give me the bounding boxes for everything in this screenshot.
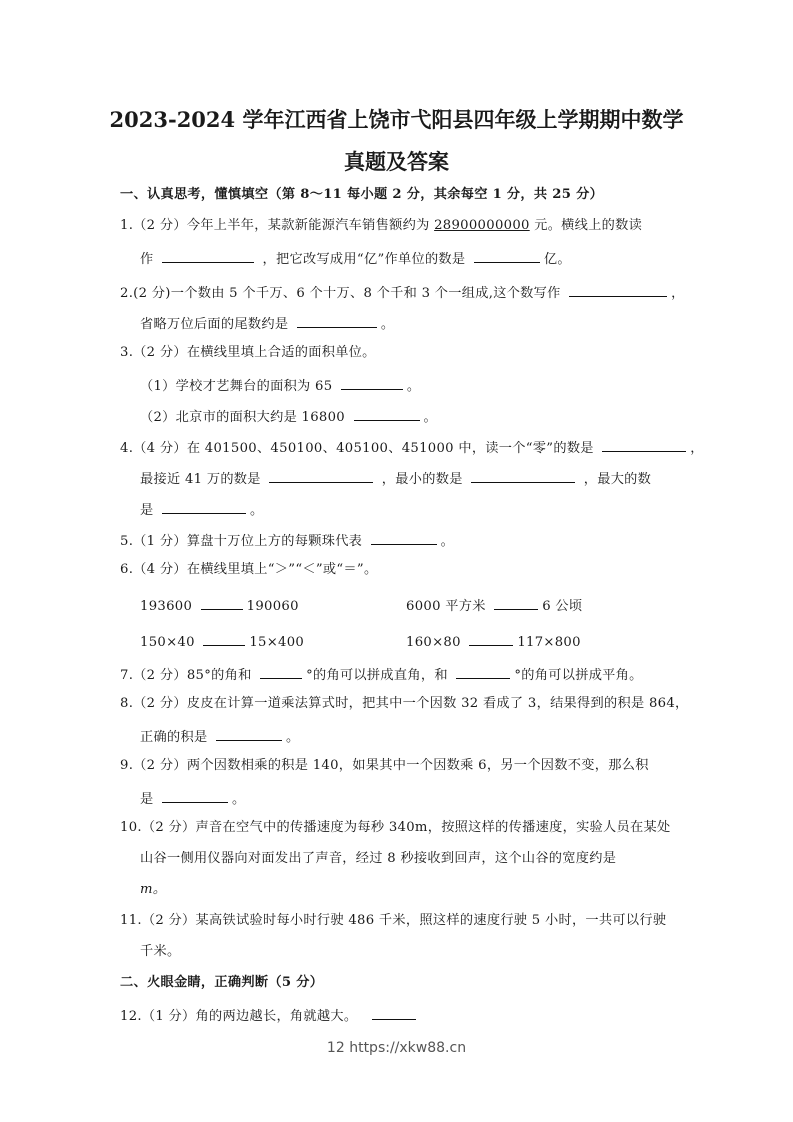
punct: 。: [250, 503, 264, 518]
question-3-line1: 3.（2 分）在横线里填上合适的面积单位。: [120, 345, 376, 360]
page-number: 12: [326, 1040, 345, 1056]
question-11-line1: 11.（2 分）某高铁试验时每小时行驶 486 千米，照这样的速度行驶 5 小时，一共可以行驶: [120, 913, 667, 928]
answer-blank[interactable]: [371, 530, 437, 545]
punct: 。: [380, 317, 395, 332]
compare-right: 117×800: [517, 635, 581, 650]
question-7-text-c: °的角可以拼成平角。: [514, 668, 643, 683]
section-heading-2: 二、火眼金睛，正确判断（5 分）: [120, 975, 324, 990]
punct: 。: [406, 379, 421, 394]
question-4-text-d: 是: [140, 503, 154, 518]
answer-blank[interactable]: [341, 375, 403, 390]
question-1-line2: [140, 248, 571, 269]
question-1-line1: [120, 217, 642, 235]
answer-blank[interactable]: [297, 313, 377, 328]
compare-blank[interactable]: [494, 595, 538, 610]
question-1-text: 1.（2 分）今年上半年，某款新能源汽车销售额约为: [120, 218, 430, 233]
answer-blank[interactable]: [354, 406, 420, 421]
question-9-line1: 9.（2 分）两个因数相乘的积是 140，如果其中一个因数乘 6，另一个因数不变，那么积: [120, 758, 649, 773]
answer-blank[interactable]: [456, 664, 510, 679]
question-2-text-b: 省略万位后面的尾数约是: [140, 317, 289, 332]
punct: 。: [440, 534, 455, 549]
punct: 。: [285, 730, 300, 745]
document-title-line1: 2023-2024 学年江西省上饶市弋阳县四年级上学期期中数学: [109, 107, 684, 132]
question-1-text-a: 作: [140, 252, 154, 267]
question-3-sub2-text: （2）北京市的面积大约是 16800: [140, 410, 345, 425]
question-6-row1-col2: [406, 595, 582, 616]
question-4-text-b: ，最小的数是: [381, 472, 463, 487]
punct: 。: [232, 792, 246, 807]
question-12-text: 12.（1 分）角的两边越长，角就越大。: [120, 1009, 358, 1024]
question-12: [120, 1005, 420, 1026]
question-8-line2: [140, 726, 299, 747]
question-3-sub2: [140, 406, 437, 427]
question-5-text: 5.（1 分）算盘十万位上方的每颗珠代表: [120, 534, 363, 549]
answer-blank[interactable]: [216, 726, 282, 741]
question-3-sub1: [140, 375, 420, 396]
question-3-sub1-text: （1）学校才艺舞台的面积为 65: [140, 379, 333, 394]
question-1-text-b: ，把它改写成用“亿”作单位的数是: [262, 252, 466, 267]
compare-left: 150×40: [140, 635, 195, 650]
answer-blank[interactable]: [269, 468, 373, 483]
punct: 。: [423, 410, 437, 425]
question-6-row2-col2: [406, 631, 581, 652]
compare-right: 15×400: [249, 635, 305, 650]
compare-blank[interactable]: [203, 631, 245, 646]
question-10-line3: m。: [140, 882, 167, 897]
question-8-text-b: 正确的积是: [140, 730, 208, 745]
compare-blank[interactable]: [201, 595, 243, 610]
question-4-line1: [120, 437, 704, 458]
question-2-line2: [140, 313, 394, 334]
compare-left: 160×80: [406, 635, 461, 650]
question-10-line1: 10.（2 分）声音在空气中的传播速度为每秒 340m，按照这样的传播速度，实验人员在某处: [120, 820, 671, 835]
question-1-text-c: 亿。: [543, 252, 571, 267]
question-7-text-a: 7.（2 分）85°的角和: [120, 668, 252, 683]
answer-blank[interactable]: [162, 499, 246, 514]
compare-right: 6 公顷: [542, 599, 583, 614]
question-7: [120, 664, 643, 685]
answer-blank[interactable]: [372, 1005, 416, 1020]
section-heading-1: 一、认真思考，懂慎填空（第 8～11 每小题 2 分，其余每空 1 分，共 25 分）: [120, 187, 604, 202]
question-4-line3: [140, 499, 264, 520]
question-4-text: 4.（4 分）在 401500、450100、405100、451000 中，读一个“零”的数是: [120, 441, 594, 456]
answer-blank[interactable]: [471, 468, 575, 483]
answer-blank[interactable]: [162, 788, 228, 803]
answer-blank[interactable]: [162, 248, 254, 263]
question-2-line1: [120, 282, 685, 303]
question-4-text-a: 最接近 41 万的数是: [140, 472, 261, 487]
question-4-line2: [140, 468, 651, 489]
punct: ，: [671, 286, 685, 301]
answer-blank[interactable]: [260, 664, 302, 679]
compare-right: 190060: [246, 599, 299, 614]
punct: ，: [690, 441, 704, 456]
question-8-line1: 8.（2 分）皮皮在计算一道乘法算式时，把其中一个因数 32 看成了 3，结果得到的积是 864，: [120, 696, 689, 711]
compare-left: 193600: [140, 599, 193, 614]
question-5: [120, 530, 454, 551]
document-title-line2: 真题及答案: [344, 149, 449, 174]
answer-blank[interactable]: [474, 248, 540, 263]
question-10-line2: 山谷一侧用仪器向对面发出了声音，经过 8 秒接收到回声，这个山谷的宽度约是: [140, 851, 617, 866]
footer-url: https://xkw88.cn: [349, 1040, 467, 1056]
question-1-suffix: 元。横线上的数读: [534, 218, 643, 233]
question-6-row2: [140, 631, 304, 652]
answer-blank[interactable]: [569, 282, 667, 297]
question-11-line2: 千米。: [140, 944, 181, 959]
question-2-text: 2.(2 分)一个数由 5 个千万、6 个十万、8 个千和 3 个一组成,这个数写作: [120, 286, 561, 301]
compare-left: 6000 平方米: [406, 599, 486, 614]
compare-blank[interactable]: [469, 631, 513, 646]
question-9-line2: [140, 788, 246, 809]
page-footer: [0, 1040, 793, 1056]
question-7-text-b: °的角可以拼成直角，和: [306, 668, 448, 683]
question-4-text-c: ，最大的数: [583, 472, 652, 487]
question-9-text-b: 是: [140, 792, 154, 807]
question-6-line1: 6.（4 分）在横线里填上“＞”“＜”或“＝”。: [120, 562, 378, 577]
answer-blank[interactable]: [602, 437, 686, 452]
question-1-number: 28900000000: [434, 218, 530, 233]
